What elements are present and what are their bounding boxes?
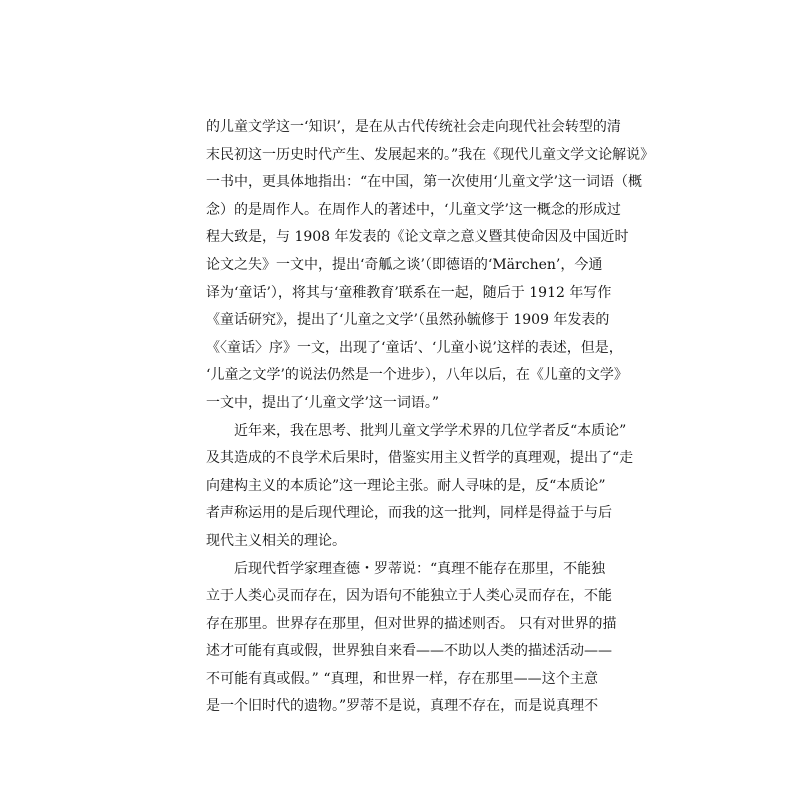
text-line: 立于人类心灵而存在，因为语句不能独立于人类心灵而存在，不能: [206, 588, 612, 605]
text-line: 程大致是，与 1908 年发表的《论文章之意义暨其使命因及中国近时: [206, 229, 629, 246]
text-line: 一文中，提出了‘儿童文学’这一词语。”: [206, 394, 440, 411]
text-line: 是一个旧时代的遗物。”罗蒂不是说，真理不存在，而是说真理不: [206, 698, 599, 715]
paragraph: [206, 418, 634, 556]
text-line: 现代主义相关的理论。: [206, 532, 346, 549]
text-line: 及其造成的不良学术后果时，借鉴实用主义哲学的真理观，提出了“走: [206, 450, 634, 467]
text-line: 存在那里。世界存在那里，但对世界的描述则否。 只有对世界的描: [206, 615, 617, 632]
text-line: 译为‘童话’），将其与‘童稚教育’联系在一起，随后于 1912 年写作: [206, 284, 612, 301]
text-line: 不可能有真或假。” “真理，和世界一样，存在那里——这个主意: [206, 670, 598, 687]
text-line: 《〈童话〉序》一文，出现了‘童话’、‘儿童小说’这样的表述，但是，: [206, 339, 623, 356]
text-line: 念）的是周作人。在周作人的著述中，‘儿童文学’这一概念的形成过: [206, 201, 621, 218]
text-line: 向建构主义的本质论”这一理论主张。耐人寻味的是，反“本质论”: [206, 477, 606, 494]
text-line: ‘儿童之文学’的说法仍然是一个进步），八年以后，在《儿童的文学》: [206, 367, 628, 384]
text-line: 一书中，更具体地指出：“在中国，第一次使用‘儿童文学’这一词语（概: [206, 174, 643, 191]
text-line: 后现代哲学家理查德・罗蒂说：“真理不能存在那里，不能独: [234, 560, 606, 577]
text-line: 《童话研究》，提出了‘儿童之文学’（虽然孙毓修于 1909 年发表的: [206, 312, 610, 329]
text-line: 论文之失》一文中，提出‘奇觚之谈’（即德语的‘Märchen’，今通: [206, 256, 603, 273]
text-line: 的儿童文学这一‘知识’，是在从古代传统社会走向现代社会转型的清: [206, 119, 621, 135]
body-text: [206, 114, 655, 721]
text-line: 述才可能有真或假，世界独自来看——不助以人类的描述活动——: [206, 643, 612, 660]
text-line: 者声称运用的是后现代理论，而我的这一批判，同样是得益于与后: [206, 505, 612, 522]
text-line: 近年来，我在思考、批判儿童文学学术界的几位学者反“本质论”: [234, 422, 627, 439]
text-line: 末民初这一历史时代产生、发展起来的。”我在《现代儿童文学文论解说》: [206, 146, 655, 163]
paragraph: [206, 114, 655, 418]
paragraph: [206, 556, 617, 722]
